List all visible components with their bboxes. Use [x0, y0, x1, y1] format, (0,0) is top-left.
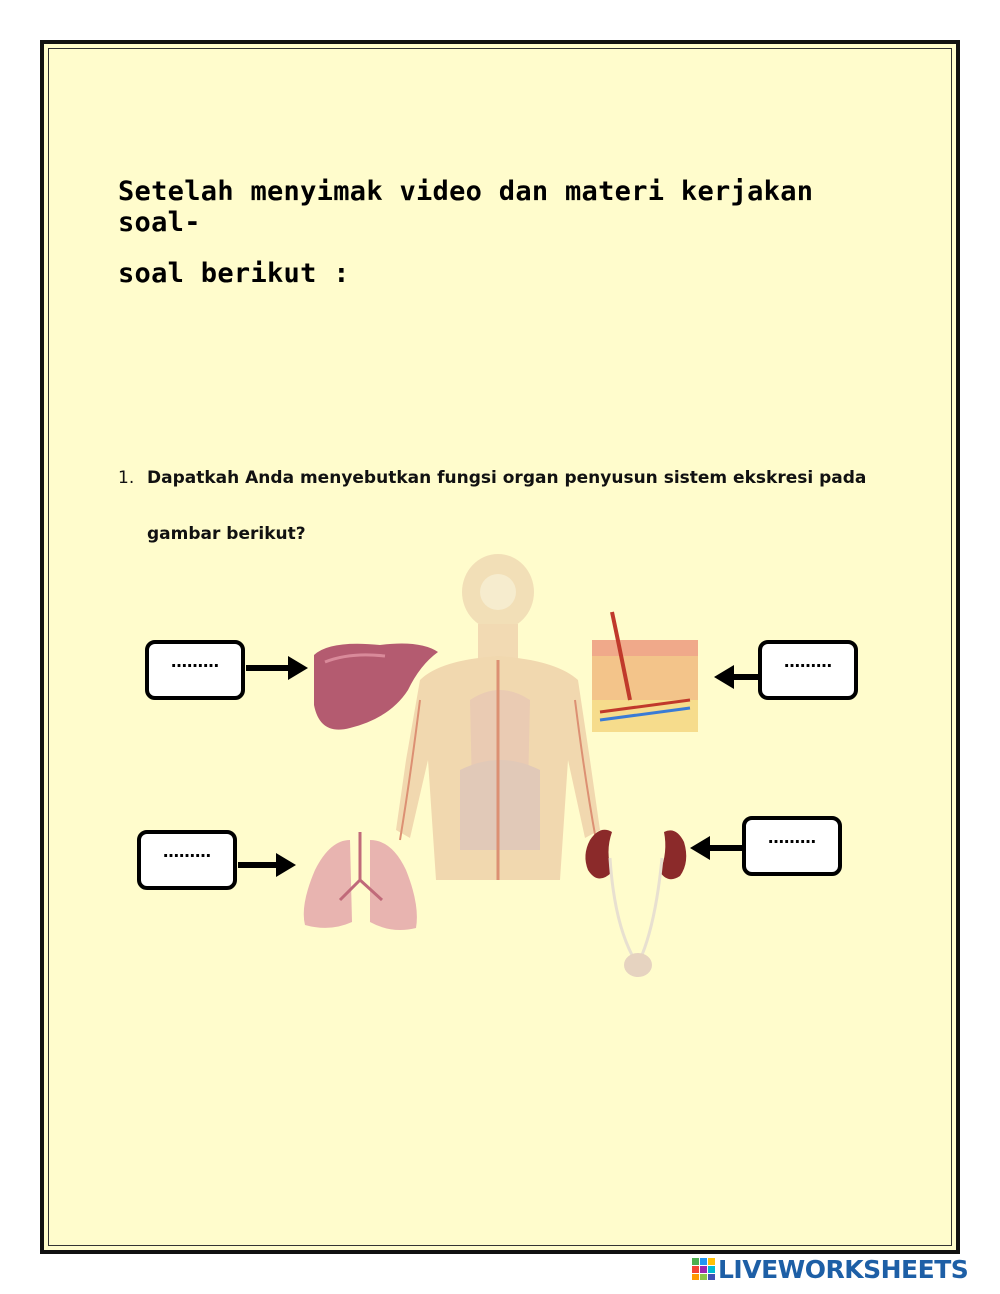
arrow-icon: [690, 836, 742, 860]
arrow-icon: [238, 853, 296, 877]
brand-name: LIVEWORKSHEETS: [718, 1254, 969, 1284]
arrow-icon: [246, 656, 308, 680]
instruction-line-2: soal berikut :: [118, 258, 350, 289]
human-body-illustration: [396, 554, 600, 880]
skin-illustration: [592, 612, 698, 732]
answer-box-skin[interactable]: ………: [758, 640, 858, 700]
kidneys-illustration: [585, 830, 686, 977]
question-number: 1.: [118, 468, 135, 488]
arrow-icon: [714, 665, 758, 689]
liveworksheets-logo-icon: [692, 1258, 718, 1280]
liveworksheets-logo[interactable]: [692, 1254, 968, 1284]
answer-box-kidneys[interactable]: ………: [742, 816, 842, 876]
answer-box-lungs[interactable]: ………: [137, 830, 237, 890]
instruction-line-1: Setelah menyimak video dan materi kerjakan soal-: [118, 176, 814, 238]
question-text: Dapatkah Anda menyebutkan fungsi organ penyusun sistem ekskresi pada gambar berikut?: [147, 468, 867, 544]
answer-box-liver[interactable]: ………: [145, 640, 245, 700]
lungs-illustration: [304, 832, 417, 930]
